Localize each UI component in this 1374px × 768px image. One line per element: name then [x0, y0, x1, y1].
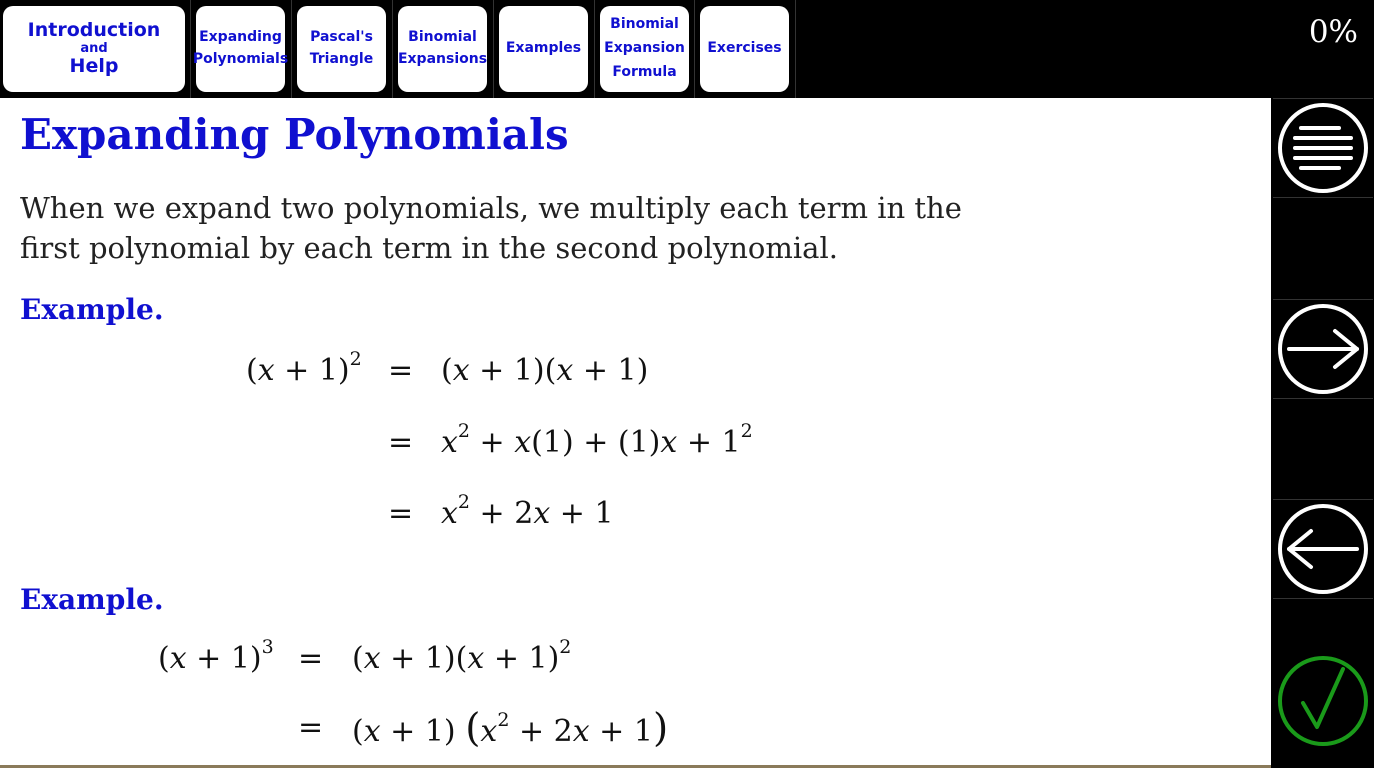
tab-binomial-expansion-formula[interactable] — [600, 6, 689, 92]
tab-label: Binomial — [408, 29, 477, 46]
menu-lines-icon — [1277, 102, 1369, 194]
arrow-right-icon — [1277, 303, 1369, 395]
tab-label: Formula — [612, 63, 677, 80]
tab-label: Polynomials — [192, 51, 289, 67]
slide-content — [0, 98, 1271, 768]
equals-sign: = — [388, 353, 414, 388]
tab-label: Introduction — [27, 18, 161, 41]
tab-examples[interactable] — [499, 6, 588, 92]
checkmark-icon — [1277, 655, 1369, 747]
equation-1-step-3: $x^2 + 2x + 1$ — [441, 491, 614, 531]
tab-exercises[interactable] — [700, 6, 789, 92]
tab-binomial-expansions[interactable] — [398, 6, 487, 92]
nav-divider — [291, 0, 292, 98]
check-button[interactable] — [1273, 651, 1373, 751]
nav-divider — [392, 0, 393, 98]
tab-label: Expansions — [397, 51, 488, 67]
equation-2-step-2: (x + 1) $(x^2 + 2x + 1)$ — [352, 706, 669, 751]
arrow-left-icon — [1277, 503, 1369, 595]
tab-label: Examples — [505, 40, 582, 57]
equals-sign: = — [298, 641, 324, 676]
nav-divider — [694, 0, 695, 98]
equals-sign: = — [388, 496, 414, 531]
tab-expanding-polynomials[interactable] — [192, 6, 289, 92]
equation-2-step-1: $(x + 1)(x + 1)^2$ — [352, 636, 572, 676]
tab-label: Binomial — [610, 16, 679, 33]
tab-label: Expanding — [199, 29, 282, 46]
menu-button[interactable] — [1273, 98, 1373, 198]
equals-sign: = — [298, 710, 324, 745]
tab-label: Triangle — [309, 51, 374, 67]
tab-pascals-triangle[interactable] — [297, 6, 386, 92]
nav-divider — [190, 0, 191, 98]
equals-sign: = — [388, 425, 414, 460]
next-button[interactable] — [1273, 299, 1373, 399]
tab-label: Expansion — [604, 40, 685, 57]
nav-divider — [594, 0, 595, 98]
previous-button[interactable] — [1273, 499, 1373, 599]
right-sidebar — [1271, 98, 1374, 768]
progress-percent: 0% — [1308, 14, 1358, 50]
page-title: Expanding Polynomials — [20, 110, 569, 159]
example-label: Example. — [20, 293, 164, 326]
tab-label: Help — [69, 55, 119, 78]
equation-1-step-2: $x^2 + x(1) + (1)x + 1^2$ — [441, 420, 753, 460]
tab-introduction-and-help[interactable] — [3, 6, 185, 92]
tab-label: Exercises — [707, 40, 782, 57]
top-nav-bar — [0, 0, 1374, 98]
nav-divider — [795, 0, 796, 98]
tab-label: Pascal's — [310, 29, 373, 46]
equation-1-lhs: $(x + 1)^2$ — [246, 348, 362, 388]
equation-1-step-1: (x + 1)(x + 1) — [441, 353, 649, 388]
intro-paragraph: When we expand two polynomials, we multiply each term in the first polynomial by each term in the second polynomial. — [20, 191, 962, 265]
tab-label: and — [80, 40, 108, 56]
equation-2-lhs: $(x + 1)^3$ — [158, 636, 274, 676]
nav-divider — [493, 0, 494, 98]
example-label: Example. — [20, 583, 164, 616]
